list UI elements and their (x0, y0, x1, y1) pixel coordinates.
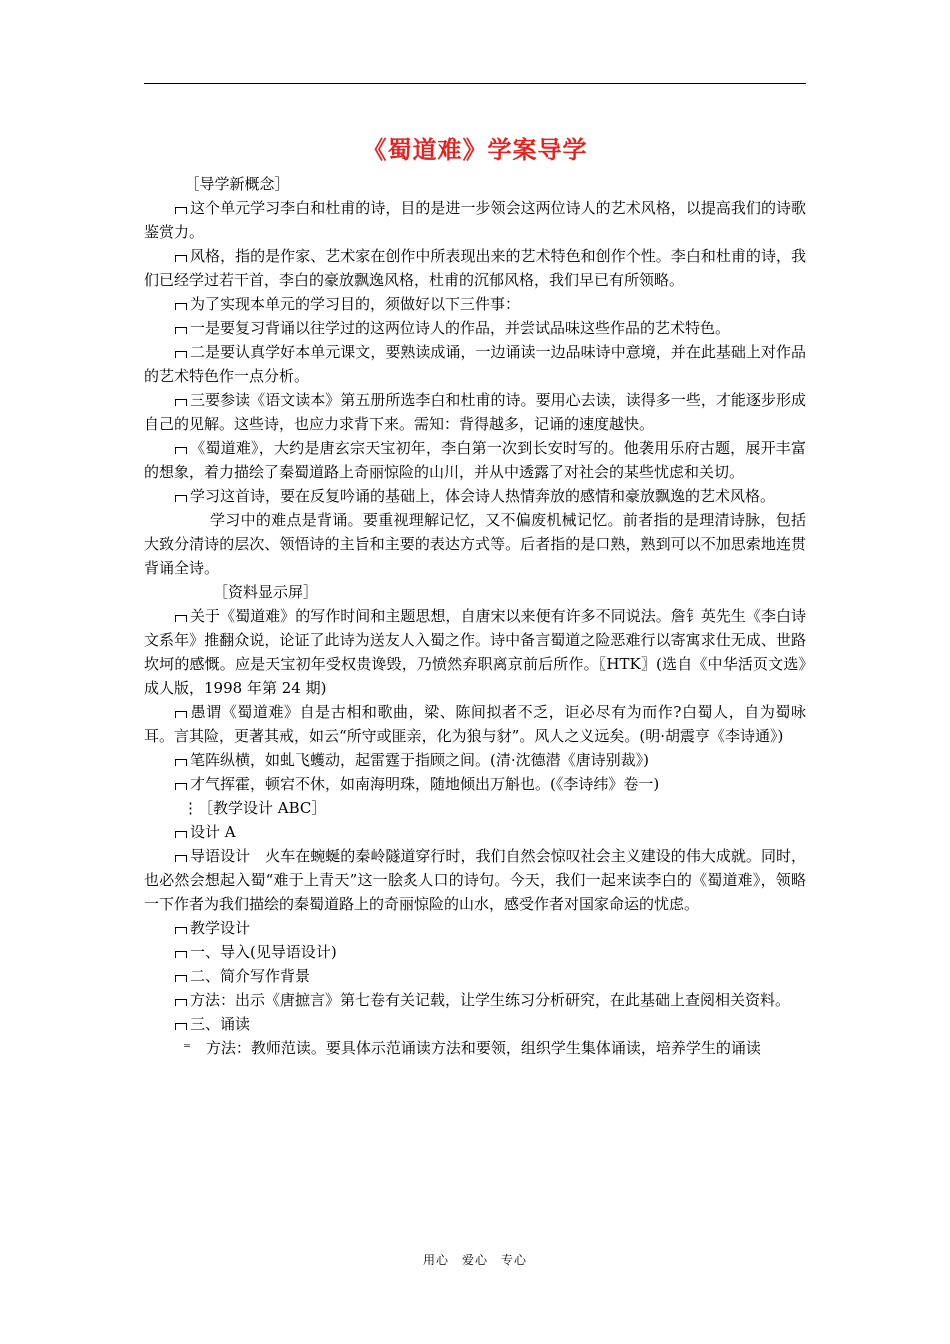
paragraph-text: 才气挥霍，顿宕不休，如南海明珠，随地倾出万斛也。(《李诗纬》卷一) (190, 775, 660, 793)
document-body (144, 172, 806, 1060)
paragraph (144, 940, 806, 964)
header-rule (144, 83, 806, 84)
paragraph (144, 292, 806, 316)
paragraph (144, 604, 806, 700)
paragraph-text: 三要参读《语文读本》第五册所选李白和杜甫的诗。要用心去读，读得多一些，才能逐步形成自己的见解。这些诗，也应力求背下来。需知：背得越多，记诵的速度越快。 (144, 391, 806, 433)
paragraph-marker-icon (174, 948, 188, 958)
paragraph-text: 一、导入(见导语设计) (190, 943, 337, 961)
paragraph (144, 820, 806, 844)
paragraph (144, 316, 806, 340)
paragraph-marker-icon (174, 204, 188, 214)
paragraph-text: 笔阵纵横，如虬飞蠖动，起雷霆于指顾之间。(清·沈德潜《唐诗别裁》) (190, 751, 649, 769)
paragraph-marker-icon (174, 996, 188, 1006)
paragraph (144, 508, 806, 580)
paragraph (144, 748, 806, 772)
paragraph-text: 学习中的难点是背诵。要重视理解记忆，又不偏废机械记忆。前者指的是理清诗脉，包括大致分清诗的层次、领悟诗的主旨和主要的表达方式等。后者指的是口熟，熟到可以不加思索地连贯背诵全诗。 (144, 511, 806, 577)
paragraph (144, 1036, 806, 1060)
paragraph-text: 风格，指的是作家、艺术家在创作中所表现出来的艺术特色和创作个性。李白和杜甫的诗，我们已经学过若干首，李白的豪放飘逸风格，杜甫的沉郁风格，我们早已有所领略。 (144, 247, 806, 289)
paragraph-marker-icon (174, 324, 188, 334)
paragraph (144, 916, 806, 940)
paragraph (144, 388, 806, 436)
paragraph (144, 244, 806, 292)
paragraph (144, 844, 806, 916)
paragraph-text: 设计 A (190, 823, 236, 841)
paragraph-text: 二、简介写作背景 (190, 967, 311, 985)
paragraph-text: 三、诵读 (190, 1015, 251, 1033)
paragraph (144, 340, 806, 388)
paragraph-text: 愚谓《蜀道难》自是古相和歌曲，梁、陈间拟者不乏，讵必尽有为而作?白蜀人，自为蜀咏耳。言其险，更著其戒，如云“所守或匪亲，化为狼与豺”。风人之义远矣。(明·胡震亨《李诗通》) (144, 703, 806, 745)
paragraph (144, 772, 806, 796)
paragraph-marker-icon (174, 852, 188, 862)
paragraph-text: ⁼ 方法：教师范读。要具体示范诵读方法和要领，组织学生集体诵读，培养学生的诵读 (183, 1039, 761, 1057)
paragraph-text: 导语设计 火车在蜿蜒的秦岭隧道穿行时，我们自然会惊叹社会主义建设的伟大成就。同时，也必然会想起入蜀“难于上青天”这一脍炙人口的诗句。今天，我们一起来读李白的《蜀道难》，领略一下作者为我们描绘的秦蜀道路上的奇丽惊险的山水，感受作者对国家命运的忧虑。 (144, 847, 806, 913)
paragraph (144, 580, 806, 604)
paragraph (144, 436, 806, 484)
paragraph-text: 《蜀道难》，大约是唐玄宗天宝初年，李白第一次到长安时写的。他袭用乐府古题，展开丰富的想象，着力描绘了秦蜀道路上奇丽惊险的山川，并从中透露了对社会的某些忧虑和关切。 (144, 439, 806, 481)
paragraph-text: 一是要复习背诵以往学过的这两位诗人的作品，并尝试品味这些作品的艺术特色。 (190, 319, 731, 337)
paragraph (144, 700, 806, 748)
paragraph (144, 172, 806, 196)
paragraph-marker-icon (174, 348, 188, 358)
paragraph (144, 484, 806, 508)
paragraph-marker-icon (174, 1020, 188, 1030)
page-footer: 用心 爱心 专心 (422, 1253, 527, 1267)
paragraph (144, 196, 806, 244)
paragraph-marker-icon (174, 300, 188, 310)
paragraph-marker-icon (174, 492, 188, 502)
paragraph-marker-icon (174, 612, 188, 622)
paragraph-marker-icon (174, 444, 188, 454)
paragraph-text: 关于《蜀道难》的写作时间和主题思想，自唐宋以来便有许多不同说法。詹钅英先生《李白诗文系年》推翻众说，论证了此诗为送友人入蜀之作。诗中备言蜀道之险恶难行以寄寓求仕无成、世路坎坷的感慨。应是天宝初年受权贵谗毁，乃愤然弃职离京前后所作。〖HTK〗(选自《中华活页文选》成人版，1998 年第 24 期) (144, 607, 806, 697)
paragraph (144, 964, 806, 988)
paragraph-text: 二是要认真学好本单元课文，要熟读成诵，一边诵读一边品味诗中意境，并在此基础上对作品的艺术特色作一点分析。 (144, 343, 806, 385)
paragraph-text: 这个单元学习李白和杜甫的诗，目的是进一步领会这两位诗人的艺术风格，以提高我们的诗歌鉴赏力。 (144, 199, 806, 241)
paragraph-text: 方法：出示《唐摭言》第七卷有关记载，让学生练习分析研究，在此基础上查阅相关资料。 (190, 991, 791, 1009)
paragraph-marker-icon (174, 252, 188, 262)
paragraph-marker-icon (174, 924, 188, 934)
paragraph-text: 为了实现本单元的学习目的，须做好以下三件事： (190, 295, 521, 313)
paragraph-marker-icon (174, 708, 188, 718)
paragraph-text: ⋮［教学设计 ABC］ (183, 799, 327, 817)
paragraph-text: ［资料显示屏］ (213, 583, 319, 601)
paragraph-text: 学习这首诗，要在反复吟诵的基础上，体会诗人热情奔放的感情和豪放飘逸的艺术风格。 (190, 487, 776, 505)
paragraph-marker-icon (174, 828, 188, 838)
paragraph-text: ［导学新概念］ (184, 175, 290, 193)
paragraph-marker-icon (174, 780, 188, 790)
paragraph (144, 796, 806, 820)
paragraph-marker-icon (174, 396, 188, 406)
paragraph-marker-icon (174, 972, 188, 982)
paragraph-text: 教学设计 (190, 919, 251, 937)
page-title: 《蜀道难》学案导学 (362, 136, 588, 164)
paragraph (144, 1012, 806, 1036)
paragraph (144, 988, 806, 1012)
paragraph-marker-icon (174, 756, 188, 766)
